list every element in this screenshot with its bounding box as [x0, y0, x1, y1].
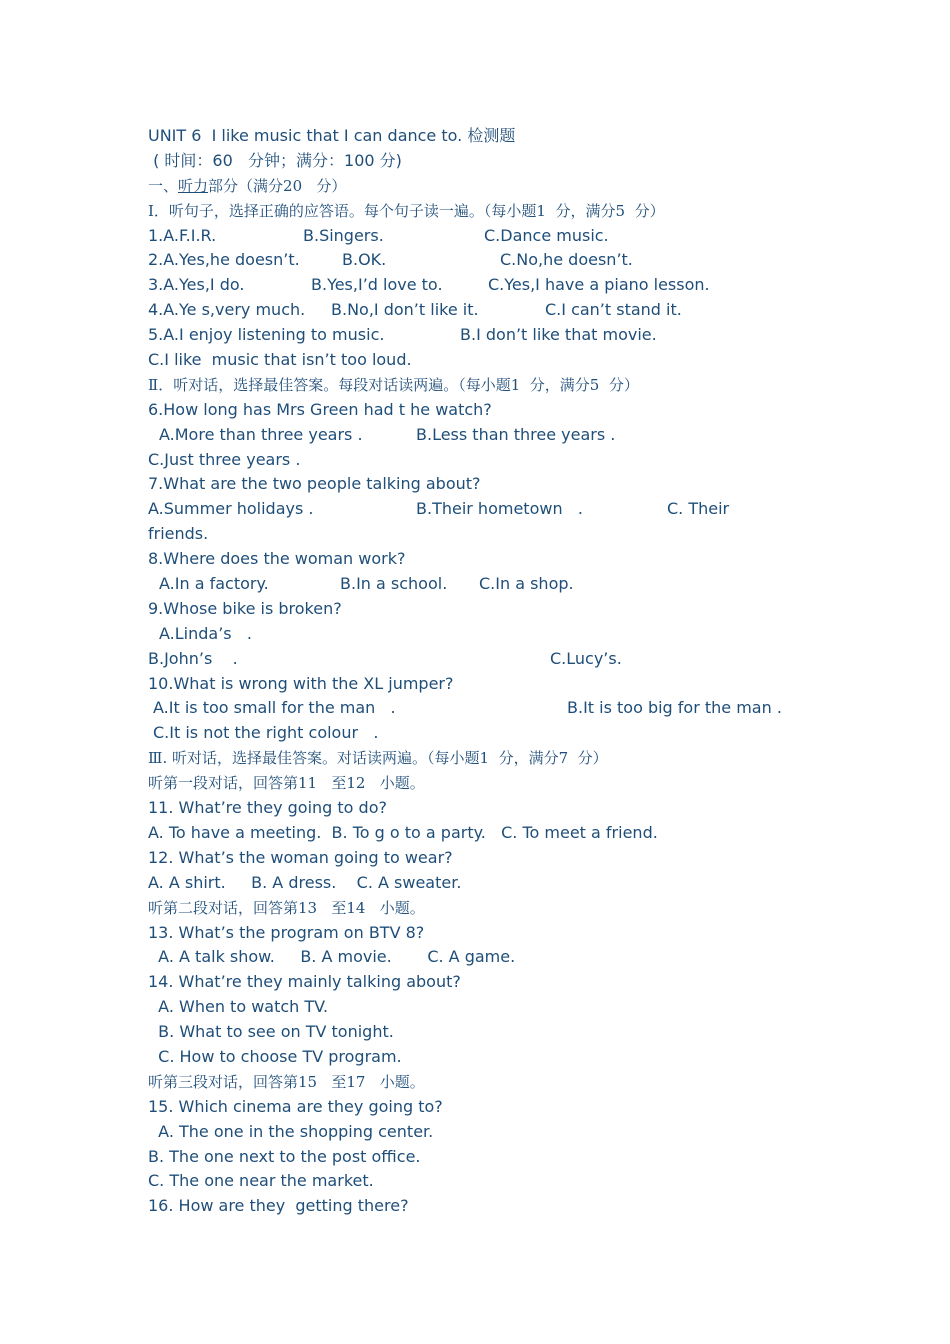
- document-page: [148, 124, 828, 1219]
- question-7-options: [148, 497, 828, 522]
- time-note: ( 时间：60 分钟；满分：100 分): [148, 150, 402, 170]
- q8-option-b: B.In a school.: [340, 574, 448, 594]
- q6-option-c: C.Just three years .: [148, 449, 301, 469]
- q1-option-a: 1.A.F.I.R.: [148, 225, 217, 245]
- q3-option-c: C.Yes,I have a piano lesson.: [488, 275, 710, 295]
- q9-option-c: C.Lucy’s.: [550, 648, 622, 668]
- q4-option-b: B.No,I don’t like it.: [331, 300, 479, 320]
- q4-option-a: 4.A.Ye s,very much.: [148, 300, 306, 320]
- question-9-options: [148, 647, 828, 672]
- question-9: 9.Whose bike is broken?: [148, 598, 342, 618]
- question-2: [148, 248, 828, 273]
- q5-option-a: 5.A.I enjoy listening to music.: [148, 325, 385, 345]
- part2-heading: Ⅱ．听对话，选择最佳答案。每段对话读两遍。（每小题1 分，满分5 分）: [148, 375, 639, 394]
- q8-option-c: C.In a shop.: [479, 574, 574, 594]
- heading-suffix: 部分（满分20 分）: [208, 176, 347, 195]
- question-9-option-a-line: [148, 622, 828, 647]
- q10-option-c: C.It is not the right colour .: [153, 723, 379, 743]
- q9-option-b: B.John’s .: [148, 648, 238, 668]
- q5-option-c: C.I like music that isn’t too loud.: [148, 350, 412, 370]
- question-10-options: [148, 696, 828, 721]
- q1-option-b: B.Singers.: [303, 225, 384, 245]
- question-8-options: [148, 572, 828, 597]
- q7-option-c-continued: friends.: [148, 524, 209, 544]
- q15-option-a: A. The one in the shopping center.: [148, 1121, 434, 1141]
- part1-heading: Ⅰ．听句子，选择正确的应答语。每个句子读一遍。（每小题1 分，满分5 分）: [148, 201, 665, 220]
- listening-section-heading: [148, 174, 828, 199]
- q2-option-b: B.OK.: [342, 250, 387, 270]
- q14-option-c: C. How to choose TV program.: [148, 1046, 402, 1066]
- question-15: 15. Which cinema are they going to?: [148, 1096, 443, 1116]
- question-16: 16. How are they getting there?: [148, 1196, 409, 1216]
- question-12-options: A. A shirt. B. A dress. C. A sweater.: [148, 872, 462, 892]
- q8-option-a: A.In a factory.: [159, 574, 269, 594]
- q2-option-c: C.No,he doesn’t.: [500, 250, 633, 270]
- q14-option-b: B. What to see on TV tonight.: [148, 1022, 394, 1042]
- question-5: [148, 323, 828, 348]
- q7-option-a: A.Summer holidays .: [148, 499, 314, 519]
- question-1: [148, 224, 828, 249]
- question-11-options: A. To have a meeting. B. To g o to a party. C. To meet a friend.: [148, 822, 658, 842]
- q15-option-b: B. The one next to the post office.: [148, 1146, 421, 1166]
- document-title: UNIT 6 I like music that I can dance to. 检测题: [148, 126, 516, 145]
- q9-option-a: A.Linda’s .: [159, 623, 252, 643]
- q5-option-b: B.I don’t like that movie.: [460, 325, 657, 345]
- question-13: 13. What’s the program on BTV 8?: [148, 922, 425, 942]
- dialogue-3-instruction: 听第三段对话，回答第15 至17 小题。: [148, 1072, 425, 1091]
- q6-option-a: A.More than three years .: [159, 424, 363, 444]
- question-7: 7.What are the two people talking about?: [148, 474, 481, 494]
- q7-option-b: B.Their hometown .: [416, 499, 583, 519]
- heading-prefix: 一、: [148, 176, 179, 195]
- q3-option-b: B.Yes,I’d love to.: [311, 275, 443, 295]
- question-13-options: A. A talk show. B. A movie. C. A game.: [148, 947, 516, 967]
- q10-option-b: B.It is too big for the man .: [567, 698, 782, 718]
- q10-option-a: A.It is too small for the man .: [153, 698, 396, 718]
- q14-option-a: A. When to watch TV.: [148, 997, 329, 1017]
- q2-option-a: 2.A.Yes,he doesn’t.: [148, 250, 300, 270]
- q6-option-b: B.Less than three years .: [416, 424, 616, 444]
- question-11: 11. What’re they going to do?: [148, 798, 387, 818]
- question-12: 12. What’s the woman going to wear?: [148, 847, 453, 867]
- dialogue-1-instruction: 听第一段对话，回答第11 至12 小题。: [148, 774, 425, 793]
- q1-option-c: C.Dance music.: [484, 225, 609, 245]
- question-8: 8.Where does the woman work?: [148, 549, 406, 569]
- dialogue-2-instruction: 听第二段对话，回答第13 至14 小题。: [148, 898, 425, 917]
- question-6: 6.How long has Mrs Green had t he watch?: [148, 399, 492, 419]
- part3-heading: Ⅲ. 听对话，选择最佳答案。对话读两遍。（每小题1 分，满分7 分）: [148, 749, 608, 768]
- q4-option-c: C.I can’t stand it.: [545, 300, 682, 320]
- q7-option-c: C. Their: [667, 499, 730, 519]
- q3-option-a: 3.A.Yes,I do.: [148, 275, 245, 295]
- question-10-option-c-line: [148, 721, 828, 746]
- question-10: 10.What is wrong with the XL jumper?: [148, 673, 454, 693]
- q15-option-c: C. The one near the market.: [148, 1171, 374, 1191]
- question-4: [148, 298, 828, 323]
- question-14: 14. What’re they mainly talking about?: [148, 972, 461, 992]
- question-3: [148, 273, 828, 298]
- heading-underlined-word: 听力: [178, 176, 209, 195]
- question-6-options: [148, 423, 828, 448]
